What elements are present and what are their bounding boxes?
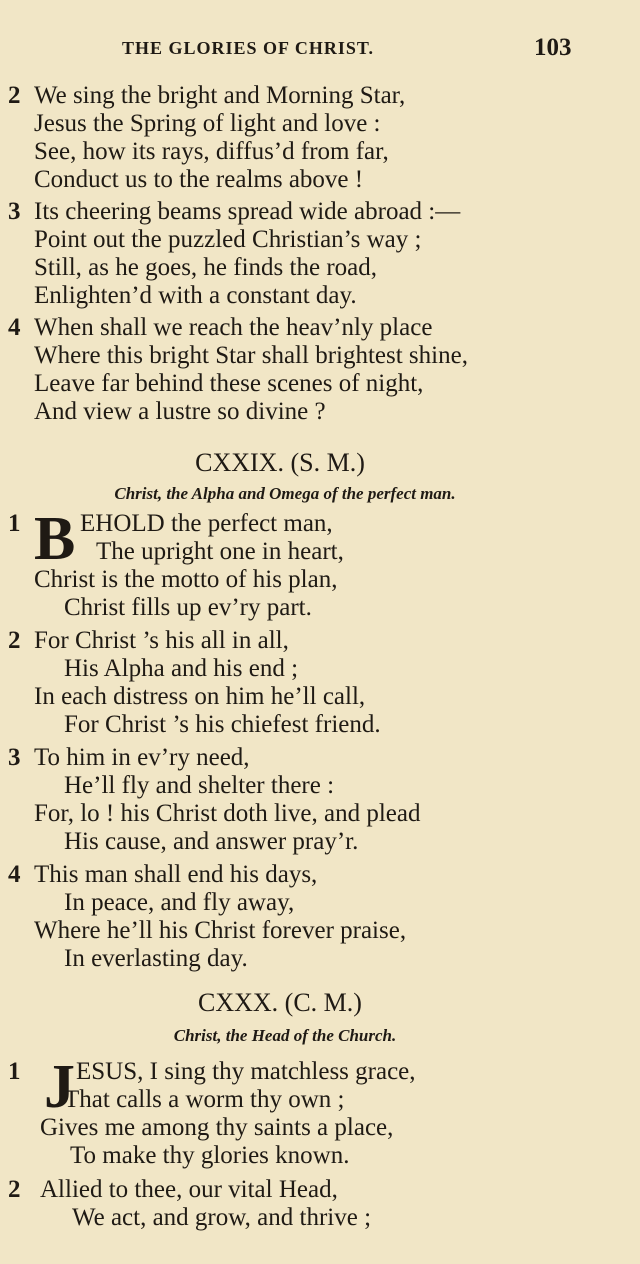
verse-number: 4 [8, 314, 21, 341]
verse-number: 1 [8, 1058, 21, 1085]
verse-line: Leave far behind these scenes of night, [34, 370, 424, 397]
running-head: THE GLORIES OF CHRIST. [122, 38, 375, 58]
verse-number: 4 [8, 861, 21, 888]
verse-number: 2 [8, 82, 21, 109]
verse-line: Jesus the Spring of light and love : [34, 110, 381, 137]
verse-line: We act, and grow, and thrive ; [72, 1204, 372, 1231]
verse-line: The upright one in heart, [96, 538, 344, 565]
verse-line: This man shall end his days, [34, 861, 318, 888]
verse-line: That calls a worm thy own ; [64, 1086, 345, 1113]
verse-line: Still, as he goes, he finds the road, [34, 254, 377, 281]
verse-line: He’ll fly and shelter there : [64, 772, 335, 799]
hymn-subtitle: Christ, the Alpha and Omega of the perfect man. [114, 484, 456, 503]
verse-line: In each distress on him he’ll call, [34, 683, 366, 710]
verse-number: 1 [8, 510, 21, 537]
hymn-subtitle: Christ, the Head of the Church. [173, 1026, 397, 1045]
verse-number: 2 [8, 1176, 21, 1203]
verse-line: EHOLD the perfect man, [80, 510, 333, 537]
verse-line: ESUS, I sing thy matchless grace, [76, 1058, 416, 1085]
verse-line: In peace, and fly away, [64, 889, 295, 916]
verse-line: Where he’ll his Christ forever praise, [34, 917, 407, 944]
verse-line: His Alpha and his end ; [64, 655, 299, 682]
drop-cap: B [34, 505, 76, 573]
page-header [0, 34, 640, 64]
verse-line: Enlighten’d with a constant day. [34, 282, 357, 309]
verse-number: 3 [8, 744, 21, 771]
verse-line: We sing the bright and Morning Star, [34, 82, 406, 109]
verse-line: For Christ ’s his chiefest friend. [64, 711, 381, 738]
verse-line: For, lo ! his Christ doth live, and plead [34, 800, 421, 827]
drop-cap: J [44, 1053, 75, 1121]
verse-line: Its cheering beams spread wide abroad :— [34, 198, 461, 225]
verse-number: 3 [8, 198, 21, 225]
verse-line: Allied to thee, our vital Head, [40, 1176, 338, 1203]
verse-line: His cause, and answer pray’r. [64, 828, 359, 855]
verse-line: Conduct us to the realms above ! [34, 166, 364, 193]
verse-line: See, how its rays, diffus’d from far, [34, 138, 389, 165]
hymn-title: CXXX. (C. M.) [198, 988, 362, 1017]
verse-line: Where this bright Star shall brightest shine, [34, 342, 468, 369]
verse-line: And view a lustre so divine ? [34, 398, 326, 425]
verse-line: In everlasting day. [64, 945, 248, 972]
verse-line: To make thy glories known. [70, 1142, 350, 1169]
verse-number: 2 [8, 627, 21, 654]
verse-line: Gives me among thy saints a place, [40, 1114, 394, 1141]
verse-line: When shall we reach the heav’nly place [34, 314, 433, 341]
verse-line: Christ fills up ev’ry part. [64, 594, 312, 621]
verse-line: To him in ev’ry need, [34, 744, 250, 771]
verse-line: Point out the puzzled Christian’s way ; [34, 226, 422, 253]
hymn-title: CXXIX. (S. M.) [195, 448, 365, 477]
page-number: 103 [534, 34, 572, 61]
verse-line: For Christ ’s his all in all, [34, 627, 289, 654]
verse-line: Christ is the motto of his plan, [34, 566, 338, 593]
